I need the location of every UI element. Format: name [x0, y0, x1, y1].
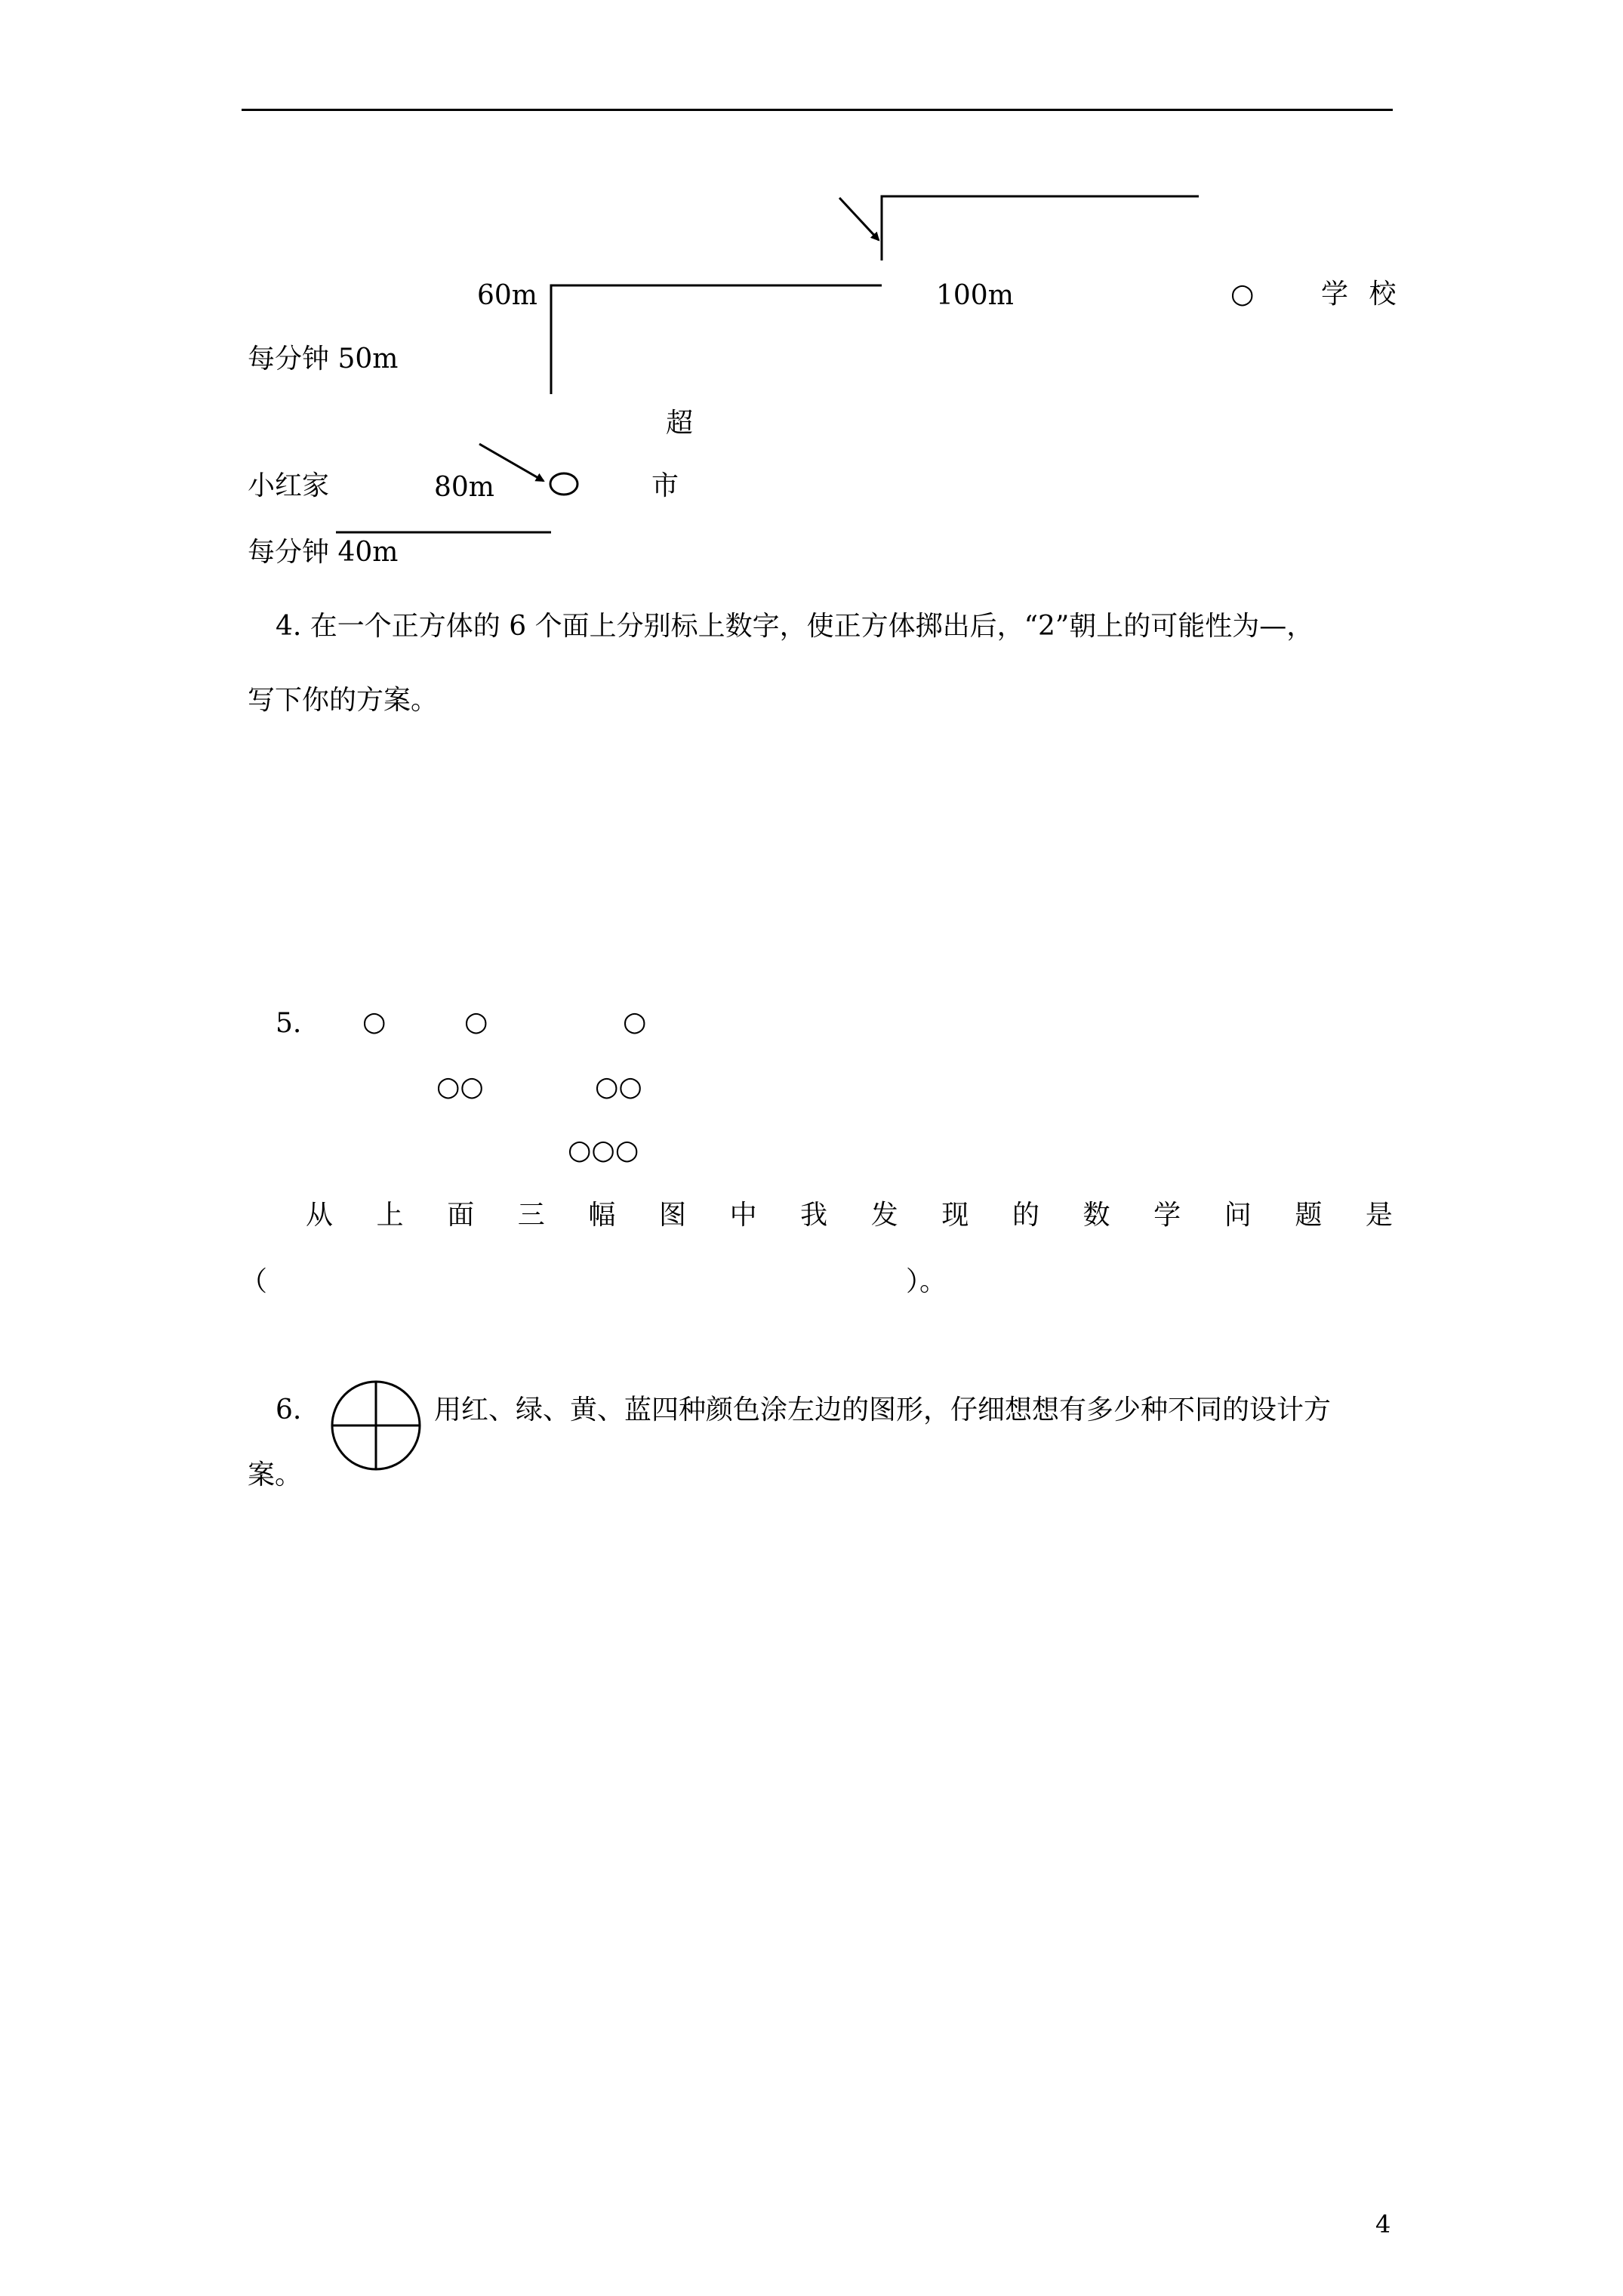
q5-char: 幅 — [588, 1200, 616, 1231]
q6-line2: 案。 — [248, 1459, 303, 1490]
q5-char: 是 — [1365, 1200, 1393, 1231]
q5-char: 学 — [1153, 1200, 1181, 1231]
q5-answer-paren-open: （ — [240, 1266, 268, 1297]
q5-char: 问 — [1224, 1200, 1252, 1231]
q6-line1: 用红、绿、黄、蓝四种颜色涂左边的图形，仔细想想有多少种不同的设计方 — [434, 1395, 1332, 1425]
q5-fig3-row2: ○○ — [595, 1071, 642, 1102]
q5-fig3-row1: ○ — [623, 1006, 647, 1037]
speed-50: 每分钟 50m — [248, 344, 399, 374]
q5-number: 5. — [276, 1008, 302, 1039]
q4-line1: 4. 在一个正方体的 6 个面上分别标上数字，使正方体掷出后，“2”朝上的可能性为—， — [276, 611, 1314, 642]
home-label: 小红家 — [248, 470, 330, 501]
distance-100m: 100m — [936, 280, 1014, 311]
q5-char: 数 — [1083, 1200, 1110, 1231]
quartered-circle-figure — [329, 1379, 423, 1472]
route-upper — [882, 196, 1199, 260]
q5-answer-paren-close: ）。 — [906, 1266, 947, 1297]
school-label: 学 校 — [1321, 279, 1403, 310]
route-middle — [551, 285, 882, 394]
page-number: 4 — [1375, 2210, 1391, 2239]
supermarket-label-bottom: 市 — [651, 470, 679, 501]
q5-fig1-row1: ○ — [362, 1006, 387, 1037]
q6-number: 6. — [276, 1395, 302, 1425]
q5-char: 题 — [1295, 1200, 1323, 1231]
distance-80m: 80m — [434, 472, 494, 503]
school-marker: ○ — [1230, 279, 1255, 310]
distance-60m: 60m — [477, 280, 537, 311]
q5-char: 上 — [376, 1200, 404, 1231]
supermarket-label-top: 超 — [666, 408, 694, 439]
q5-char: 我 — [800, 1200, 828, 1231]
q5-char: 从 — [306, 1200, 334, 1231]
q5-char: 发 — [870, 1200, 898, 1231]
q5-fig2-row1: ○ — [464, 1006, 488, 1037]
q5-question-text — [306, 1202, 1393, 1229]
arrow-upper — [839, 198, 879, 240]
supermarket-marker — [550, 473, 577, 495]
q5-char: 三 — [517, 1200, 545, 1231]
q5-char: 的 — [1012, 1200, 1039, 1231]
q5-char: 现 — [941, 1200, 969, 1231]
q5-char: 中 — [729, 1200, 757, 1231]
q5-char: 图 — [658, 1200, 686, 1231]
q5-char: 面 — [447, 1200, 475, 1231]
speed-40: 每分钟 40m — [248, 537, 399, 568]
q5-fig2-row2: ○○ — [436, 1071, 484, 1102]
q5-fig3-row3: ○○○ — [568, 1135, 639, 1166]
q4-line2: 写下你的方案。 — [248, 685, 439, 716]
